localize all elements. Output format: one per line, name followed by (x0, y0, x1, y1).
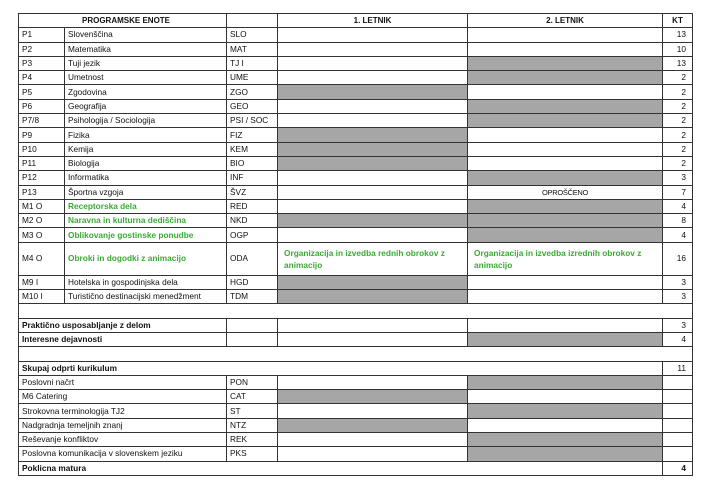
table-row (19, 228, 693, 242)
row-name: Matematika (65, 42, 227, 56)
year2-cell (468, 156, 663, 170)
year1-cell (278, 447, 468, 461)
row-name: Biologija (65, 156, 227, 170)
year2-cell (468, 228, 663, 242)
year2-cell (468, 114, 663, 128)
row-kt: 7 (663, 185, 693, 199)
table-row (19, 242, 693, 275)
year2-cell (468, 290, 663, 304)
row-name: Zgodovina (65, 85, 227, 99)
row-code: P13 (19, 185, 65, 199)
table-row (19, 156, 693, 170)
kt-cell (663, 418, 693, 432)
table-row (19, 42, 693, 56)
year1-cell (278, 390, 468, 404)
row-abbr: TJ I (227, 56, 278, 70)
year1-cell (278, 433, 468, 447)
kt-cell (663, 390, 693, 404)
open-curriculum-row (19, 361, 693, 375)
row-abbr: CAT (227, 390, 278, 404)
row-abbr: SLO (227, 28, 278, 42)
row-name: Naravna in kulturna dediščina (65, 214, 227, 228)
header-kt: KT (663, 14, 693, 28)
row-code: P3 (19, 56, 65, 70)
table-row (19, 290, 693, 304)
blank-cell (227, 332, 278, 346)
year1-cell (278, 85, 468, 99)
matura-row (19, 461, 693, 475)
row-name: Hotelska in gospodinjska dela (65, 275, 227, 289)
row-abbr: GEO (227, 99, 278, 113)
header-year2: 2. LETNIK (468, 14, 663, 28)
year1-cell (278, 156, 468, 170)
row-code: P7/8 (19, 114, 65, 128)
row-abbr: MAT (227, 42, 278, 56)
row-abbr: ŠVZ (227, 185, 278, 199)
year1-cell (278, 228, 468, 242)
header-year1: 1. LETNIK (278, 14, 468, 28)
year1-cell (278, 199, 468, 213)
practical-kt: 3 (663, 318, 693, 332)
row-kt: 3 (663, 171, 693, 185)
kt-cell (663, 375, 693, 389)
table-row (19, 418, 693, 432)
year2-cell (468, 275, 663, 289)
year1-cell (278, 404, 468, 418)
row-name: Obroki in dogodki z animacijo (65, 242, 227, 275)
row-abbr: OGP (227, 228, 278, 242)
table-row (19, 85, 693, 99)
row-kt: 13 (663, 56, 693, 70)
year1-cell (278, 418, 468, 432)
practical-row (19, 318, 693, 332)
row-name: Nadgradnja temeljnih znanj (19, 418, 227, 432)
matura-kt: 4 (663, 461, 693, 475)
year1-cell (278, 171, 468, 185)
table-row (19, 404, 693, 418)
table-row (19, 28, 693, 42)
year2-cell (468, 42, 663, 56)
row-name: Psihologija / Sociologija (65, 114, 227, 128)
year2-cell (468, 85, 663, 99)
table-row (19, 185, 693, 199)
year2-cell (468, 171, 663, 185)
table-row (19, 142, 693, 156)
row-abbr: ODA (227, 242, 278, 275)
row-kt: 10 (663, 42, 693, 56)
row-abbr: PSI / SOC (227, 114, 278, 128)
row-abbr: ST (227, 404, 278, 418)
year1-cell (278, 290, 468, 304)
year2-cell (468, 214, 663, 228)
open-curriculum-label: Skupaj odprti kurikulum (19, 361, 663, 375)
row-code: P4 (19, 71, 65, 85)
row-code: P12 (19, 171, 65, 185)
row-name: Poslovna komunikacija v slovenskem jeziku (19, 447, 227, 461)
row-name: Reševanje konfliktov (19, 433, 227, 447)
table-row (19, 99, 693, 113)
year2-cell (468, 99, 663, 113)
year2-cell (468, 375, 663, 389)
row-code: M2 O (19, 214, 65, 228)
matura-label: Poklicna matura (19, 461, 663, 475)
interests-label: Interesne dejavnosti (19, 332, 227, 346)
row-name: Fizika (65, 128, 227, 142)
year1-cell (278, 128, 468, 142)
row-kt: 2 (663, 85, 693, 99)
year2-cell (468, 199, 663, 213)
row-abbr: KEM (227, 142, 278, 156)
year2-cell (468, 418, 663, 432)
year1-cell (278, 275, 468, 289)
row-name: Slovenščina (65, 28, 227, 42)
row-abbr: NKD (227, 214, 278, 228)
row-name: Oblikovanje gostinske ponudbe (65, 228, 227, 242)
year1-cell (278, 142, 468, 156)
year2-cell (468, 56, 663, 70)
year1-cell (278, 214, 468, 228)
row-kt: 3 (663, 290, 693, 304)
year1-cell (278, 318, 468, 332)
row-name: M6 Catering (19, 390, 227, 404)
row-name: Informatika (65, 171, 227, 185)
kt-cell (663, 447, 693, 461)
year1-cell (278, 375, 468, 389)
year2-cell (468, 447, 663, 461)
year2-cell (468, 142, 663, 156)
row-name: Kemija (65, 142, 227, 156)
row-kt: 3 (663, 275, 693, 289)
row-name: Športna vzgoja (65, 185, 227, 199)
row-abbr: INF (227, 171, 278, 185)
spacer-row (19, 304, 693, 318)
row-code: M9 I (19, 275, 65, 289)
table-row (19, 114, 693, 128)
table-row (19, 71, 693, 85)
row-name: Geografija (65, 99, 227, 113)
row-abbr: REK (227, 433, 278, 447)
year1-cell (278, 185, 468, 199)
exempt-note: OPROŠČENO (468, 185, 663, 199)
kt-cell (663, 433, 693, 447)
spacer-row (19, 347, 693, 361)
interests-row (19, 332, 693, 346)
year2-cell (468, 390, 663, 404)
table-row (19, 171, 693, 185)
row-abbr: HGD (227, 275, 278, 289)
row-name: Turistično destinacijski menedžment (65, 290, 227, 304)
table-row (19, 390, 693, 404)
blank-cell (227, 318, 278, 332)
row-code: P9 (19, 128, 65, 142)
row-code: M3 O (19, 228, 65, 242)
row-kt: 2 (663, 156, 693, 170)
row-abbr: PKS (227, 447, 278, 461)
curriculum-table (18, 13, 693, 476)
row-abbr: FIZ (227, 128, 278, 142)
row-abbr: ZGO (227, 85, 278, 99)
header-row (19, 14, 693, 28)
row-code: M10 I (19, 290, 65, 304)
row-abbr: TDM (227, 290, 278, 304)
year2-cell (468, 433, 663, 447)
header-units: PROGRAMSKE ENOTE (19, 14, 227, 28)
interests-kt: 4 (663, 332, 693, 346)
row-code: P2 (19, 42, 65, 56)
row-kt: 4 (663, 199, 693, 213)
year2-cell (468, 128, 663, 142)
row-abbr: NTZ (227, 418, 278, 432)
open-curriculum-kt: 11 (663, 361, 693, 375)
row-name: Strokovna terminologija TJ2 (19, 404, 227, 418)
year2-cell (468, 28, 663, 42)
row-kt: 2 (663, 128, 693, 142)
row-code: P10 (19, 142, 65, 156)
row-kt: 4 (663, 228, 693, 242)
row-code: M1 O (19, 199, 65, 213)
kt-cell (663, 404, 693, 418)
practical-label: Praktično usposabljanje z delom (19, 318, 227, 332)
row-name: Tuji jezik (65, 56, 227, 70)
year1-cell (278, 28, 468, 42)
row-code: P1 (19, 28, 65, 42)
year2-module-note: Organizacija in izvedba izrednih obrokov z animacijo (468, 242, 663, 275)
year1-cell (278, 56, 468, 70)
header-blank (227, 14, 278, 28)
table-row (19, 199, 693, 213)
row-kt: 16 (663, 242, 693, 275)
year1-cell (278, 42, 468, 56)
row-name: Receptorska dela (65, 199, 227, 213)
table-row (19, 275, 693, 289)
year1-cell (278, 99, 468, 113)
year2-cell (468, 332, 663, 346)
row-kt: 2 (663, 71, 693, 85)
table-row (19, 214, 693, 228)
year2-cell (468, 318, 663, 332)
year1-module-note: Organizacija in izvedba rednih obrokov z animacijo (278, 242, 468, 275)
row-kt: 2 (663, 142, 693, 156)
table-row (19, 375, 693, 389)
row-kt: 13 (663, 28, 693, 42)
year1-cell (278, 332, 468, 346)
table-row (19, 447, 693, 461)
year2-cell (468, 404, 663, 418)
row-abbr: UME (227, 71, 278, 85)
year1-cell (278, 114, 468, 128)
row-kt: 2 (663, 114, 693, 128)
row-code: P5 (19, 85, 65, 99)
year2-cell (468, 71, 663, 85)
row-name: Umetnost (65, 71, 227, 85)
table-row (19, 128, 693, 142)
year1-cell (278, 71, 468, 85)
row-abbr: RED (227, 199, 278, 213)
row-code: M4 O (19, 242, 65, 275)
row-abbr: BIO (227, 156, 278, 170)
row-kt: 2 (663, 99, 693, 113)
row-kt: 8 (663, 214, 693, 228)
spacer-cell (19, 347, 693, 361)
table-row (19, 56, 693, 70)
row-abbr: PON (227, 375, 278, 389)
row-code: P11 (19, 156, 65, 170)
spacer-cell (19, 304, 693, 318)
table-row (19, 433, 693, 447)
row-name: Poslovni načrt (19, 375, 227, 389)
row-code: P6 (19, 99, 65, 113)
